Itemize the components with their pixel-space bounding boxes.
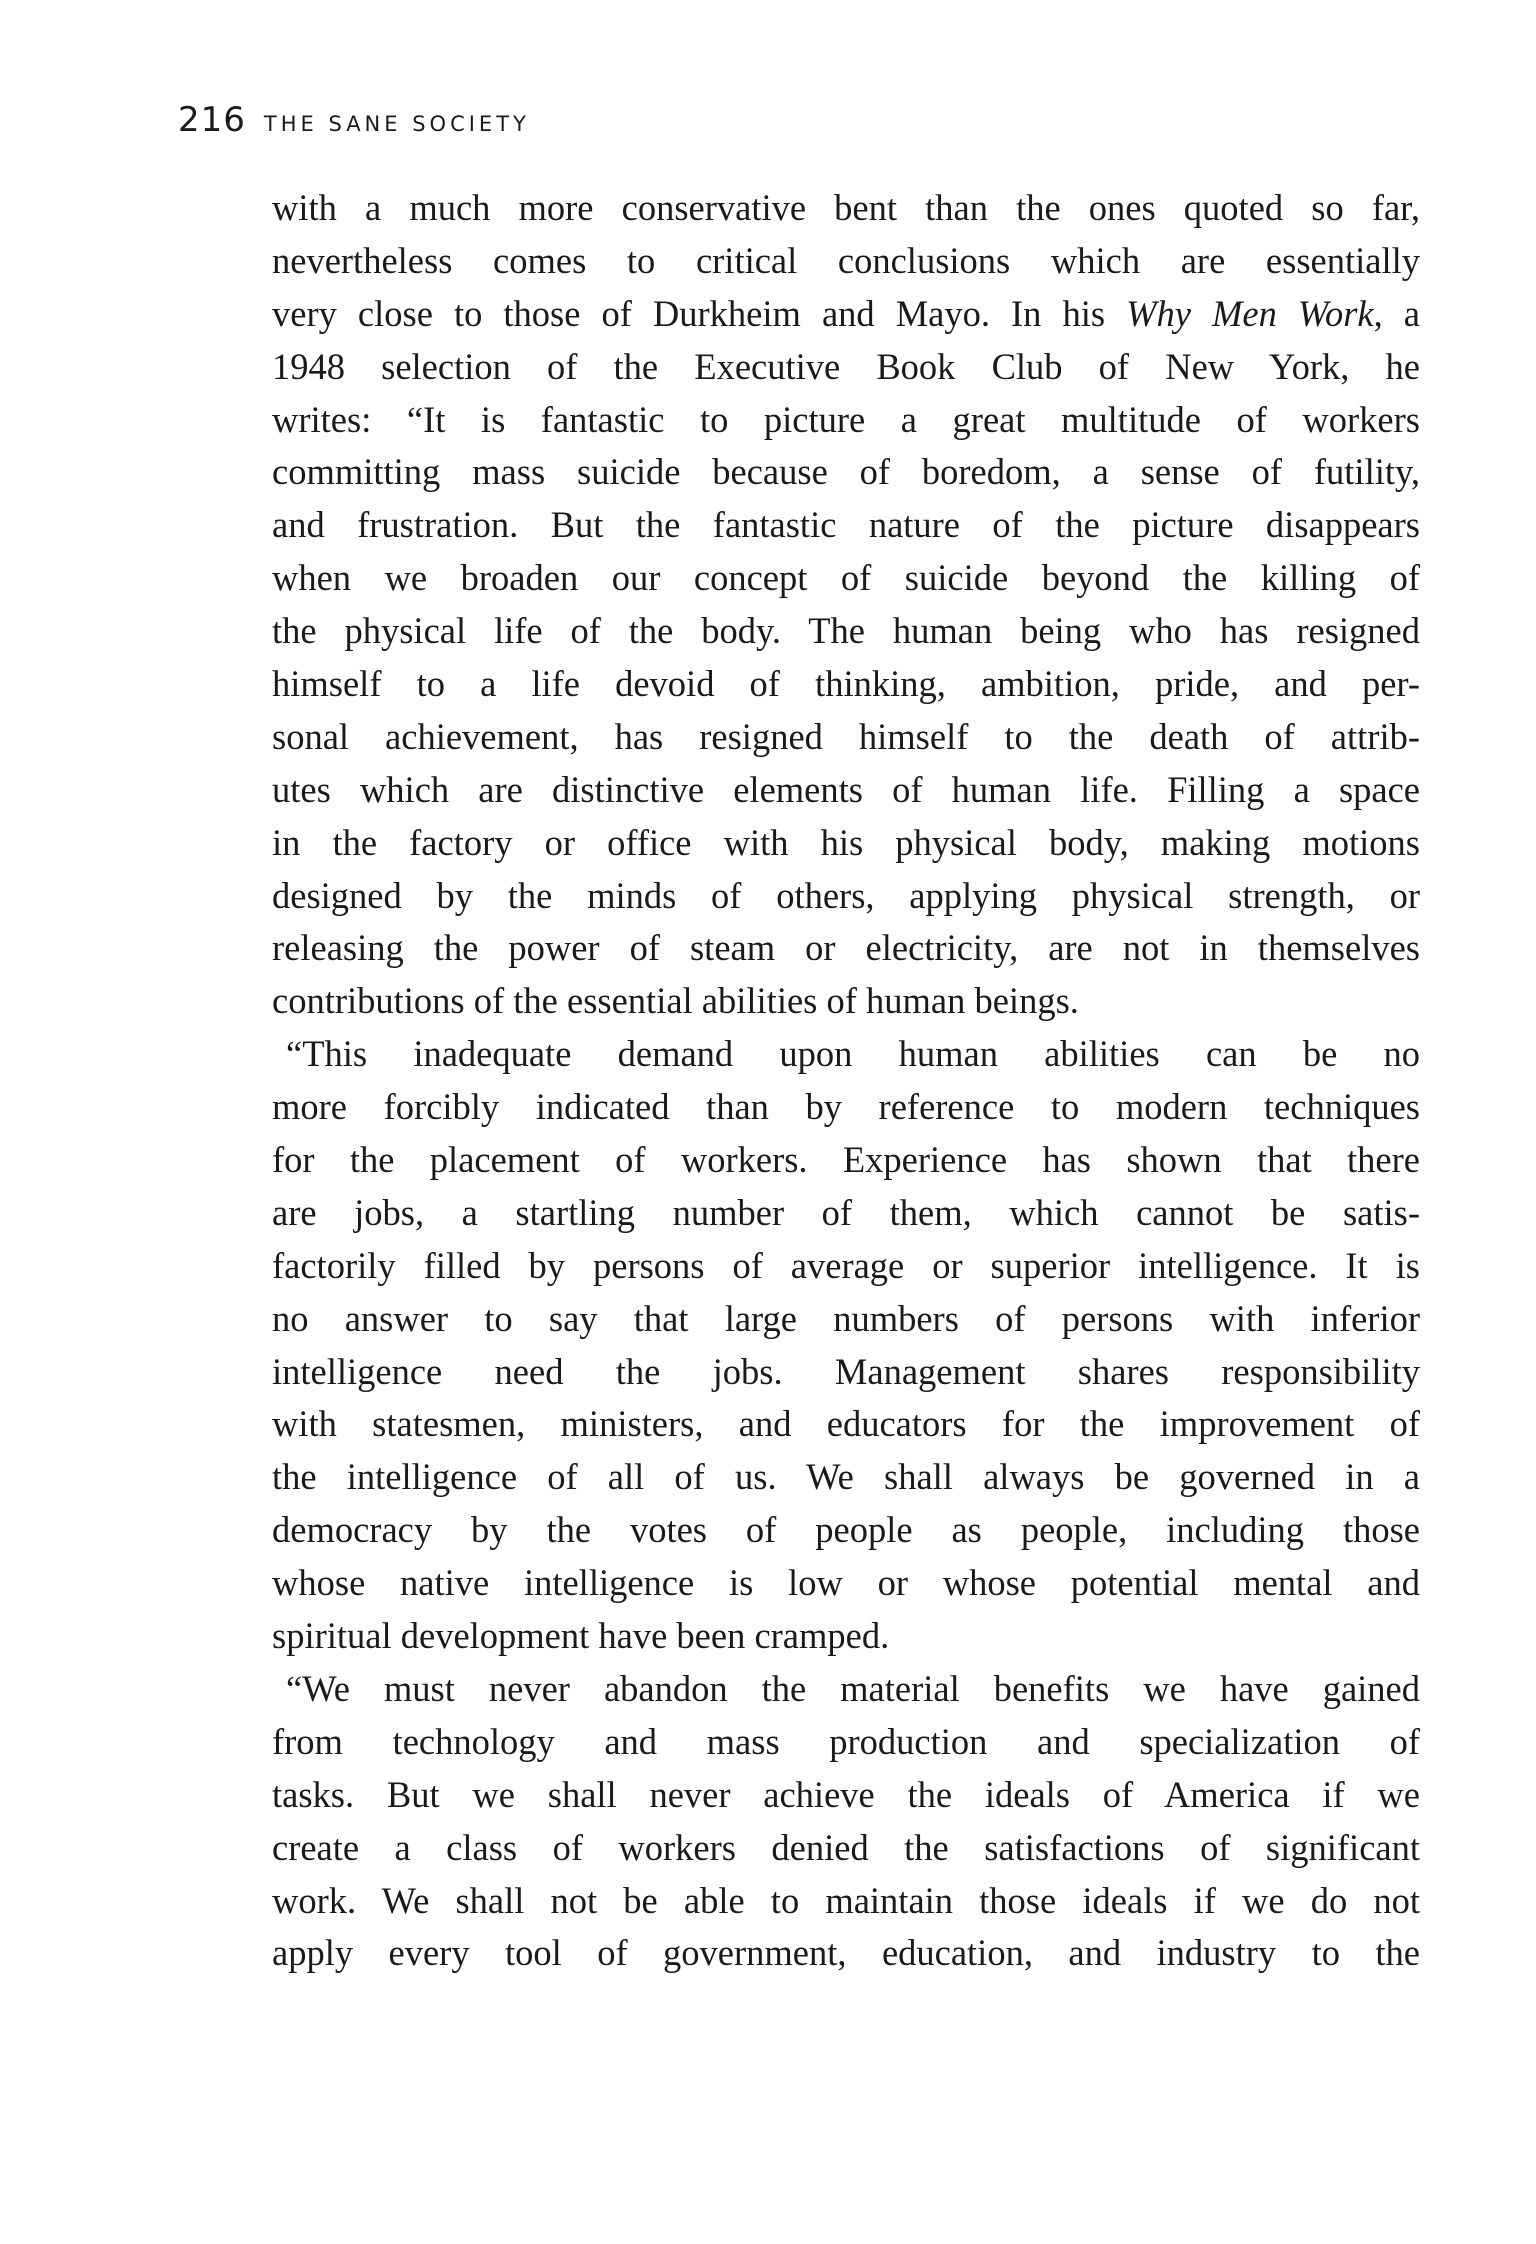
text-line: sonal achievement, has resigned himself to the death of attrib- bbox=[272, 715, 1420, 757]
text-line: 1948 selection of the Executive Book Club of New York, he bbox=[272, 345, 1420, 387]
text-line-with-title bbox=[272, 288, 1420, 341]
text-line: himself to a life devoid of thinking, ambition, pride, and per- bbox=[272, 663, 1420, 705]
text-line: the intelligence of all of us. We shall always be governed in a bbox=[272, 1456, 1420, 1498]
text-line: spiritual development have been cramped. bbox=[272, 1615, 890, 1657]
text-line: from technology and mass production and specialization of bbox=[272, 1720, 1420, 1762]
paragraph-3 bbox=[272, 1663, 1420, 1980]
text-line: with a much more conservative bent than the ones quoted so far, bbox=[272, 187, 1420, 228]
text-line: and frustration. But the fantastic nature of the picture disappears bbox=[272, 504, 1420, 546]
running-title: THE SANE SOCIETY bbox=[263, 112, 530, 136]
text-line: for the placement of workers. Experience has shown that there bbox=[272, 1139, 1420, 1181]
page-number: 216 bbox=[178, 100, 246, 140]
text-line: utes which are distinctive elements of human life. Filling a space bbox=[272, 768, 1420, 810]
text-line: work. We shall not be able to maintain those ideals if we do not bbox=[272, 1879, 1420, 1921]
text-line: with statesmen, ministers, and educators for the improvement of bbox=[272, 1403, 1420, 1445]
body-text bbox=[272, 182, 1420, 1980]
text-segment: , a bbox=[1373, 292, 1420, 334]
text-line: writes: “It is fantastic to picture a great multitude of workers bbox=[272, 398, 1420, 440]
paragraph-2 bbox=[272, 1028, 1420, 1663]
text-line: “We must never abandon the material benefits we have gained bbox=[286, 1667, 1420, 1709]
text-line: releasing the power of steam or electricity, are not in themselves bbox=[272, 927, 1420, 969]
book-title: Why Men Work bbox=[1126, 292, 1374, 334]
text-line: no answer to say that large numbers of persons with inferior bbox=[272, 1297, 1420, 1339]
text-line: committing mass suicide because of boredom, a sense of futility, bbox=[272, 451, 1420, 493]
text-line: “This inadequate demand upon human abilities can be no bbox=[286, 1033, 1420, 1075]
text-line: the physical life of the body. The human being who has resigned bbox=[272, 610, 1420, 652]
text-line: tasks. But we shall never achieve the ideals of America if we bbox=[272, 1773, 1420, 1815]
text-line: intelligence need the jobs. Management shares responsibility bbox=[272, 1350, 1420, 1392]
text-line: create a class of workers denied the satisfactions of significant bbox=[272, 1826, 1420, 1868]
running-header bbox=[178, 100, 530, 150]
text-line: contributions of the essential abilities of human beings. bbox=[272, 980, 1079, 1022]
text-line: apply every tool of government, education, and industry to the bbox=[272, 1932, 1420, 1974]
text-line: democracy by the votes of people as people, including those bbox=[272, 1509, 1420, 1551]
text-line: nevertheless comes to critical conclusions which are essentially bbox=[272, 239, 1420, 281]
text-line: when we broaden our concept of suicide beyond the killing of bbox=[272, 557, 1420, 599]
text-line: in the factory or office with his physical body, making motions bbox=[272, 821, 1420, 863]
text-segment: very close to those of Durkheim and Mayo. In his bbox=[272, 292, 1106, 334]
text-line: are jobs, a startling number of them, which cannot be satis- bbox=[272, 1191, 1420, 1233]
text-line: designed by the minds of others, applying physical strength, or bbox=[272, 874, 1420, 916]
paragraph-1 bbox=[272, 182, 1420, 1028]
text-line: factorily filled by persons of average or superior intelligence. It is bbox=[272, 1244, 1420, 1286]
text-line: whose native intelligence is low or whose potential mental and bbox=[272, 1562, 1420, 1604]
text-line: more forcibly indicated than by reference to modern techniques bbox=[272, 1086, 1420, 1128]
